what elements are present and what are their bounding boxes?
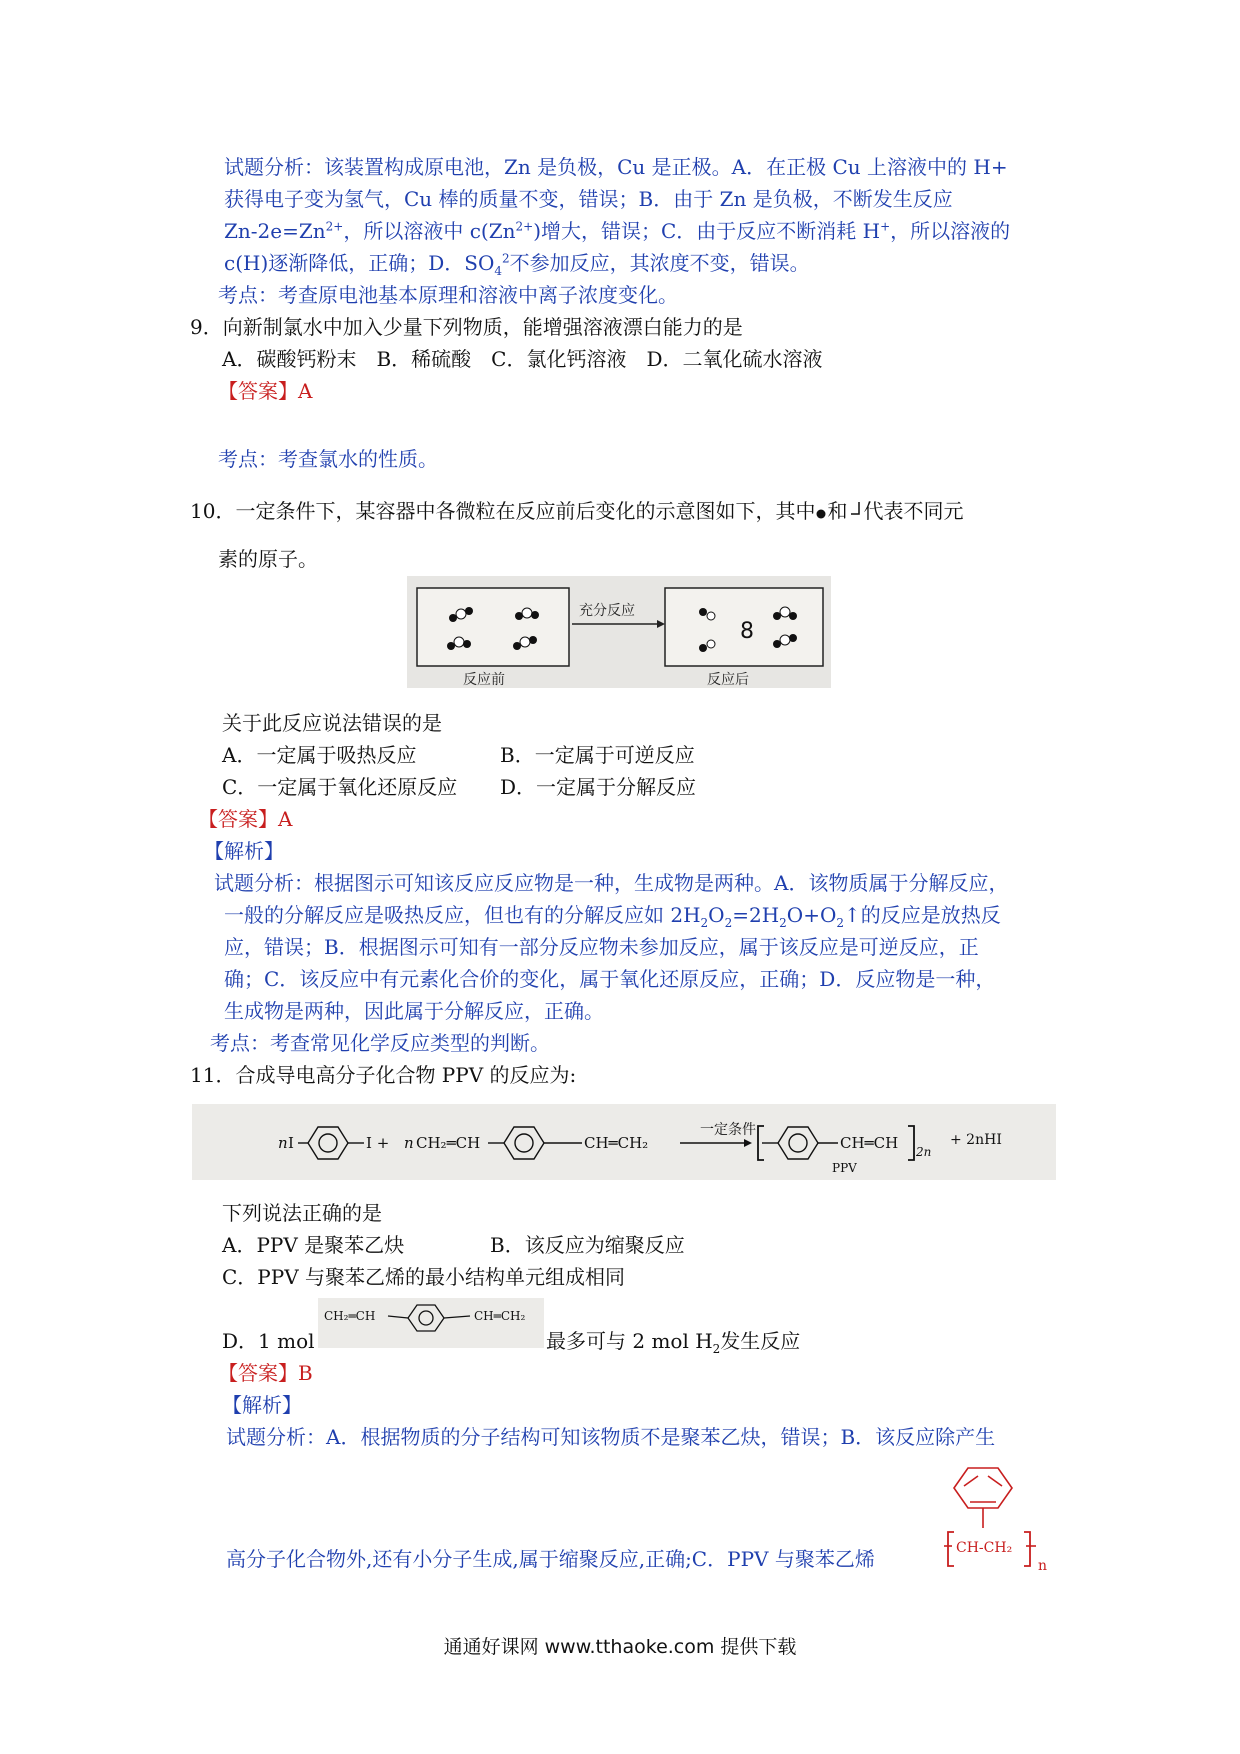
- q10-analysis-line5: 生成物是两种，因此属于分解反应，正确。: [224, 999, 604, 1023]
- eq-iodine-left: I: [288, 1134, 294, 1152]
- eq-vinyl-left: CH₂═CH: [416, 1134, 481, 1152]
- eq-product-unit: CH═CH: [840, 1134, 899, 1152]
- q11-option-d-prefix: D．1 mol: [222, 1329, 315, 1353]
- q10-option-b: B．一定属于可逆反应: [500, 743, 695, 767]
- q11-analysis-line1: 试题分析：A．根据物质的分子结构可知该物质不是聚苯乙炔，错误；B．该反应除产生: [226, 1425, 996, 1449]
- q10-analysis-line3: 应，错误；B．根据图示可知有一部分反应物未参加反应，属于该反应是可逆反应，正: [224, 935, 979, 959]
- eq-subscript-2n: 2n: [916, 1145, 932, 1159]
- reaction-diagram: [407, 576, 831, 688]
- q10-stem-line1: 10．一定条件下，某容器中各微粒在反应前后变化的示意图如下，其中 和 代表不同元: [190, 496, 963, 528]
- structure-left-group: CH₂═CH: [324, 1309, 376, 1323]
- q10-question: 关于此反应说法错误的是: [222, 711, 442, 735]
- q10-analysis-line2: 一般的分解反应是吸热反应，但也有的分解反应如 $2H_2O_2=2H_2O+O_2↑$的反应是放热反: [224, 903, 1001, 930]
- q10-analysis-line1: 试题分析：根据图示可知该反应反应物是一种，生成物是两种。A．该物质属于分解反应，: [214, 871, 1009, 895]
- q8-analysis-line3: $Zn-2e=Zn^{2+}$，所以溶液中 $c(Zn^{2+})$增大，错误；C．由于反应不断消耗 H+，所以溶液的: [224, 219, 1011, 243]
- q11-jiexi: 【解析】: [222, 1393, 302, 1417]
- q11-analysis-line2: 高分子化合物外,还有小分子生成,属于缩聚反应,正确;C．PPV 与聚苯乙烯: [226, 1547, 875, 1571]
- after-label: 反应后: [707, 672, 749, 688]
- right-bracket-icon: [1024, 1532, 1030, 1566]
- arrow-label: 充分反应: [579, 603, 635, 619]
- before-label: 反应前: [463, 672, 505, 688]
- two-atom-molecule: 8: [740, 619, 754, 644]
- polystyrene-subscript-n: n: [1038, 1558, 1048, 1574]
- q8-analysis-line2: 获得电子变为氢气，Cu 棒的质量不变，错误；B．由于 Zn 是负极，不断发生反应: [224, 187, 953, 211]
- q11-option-b: B．该反应为缩聚反应: [490, 1233, 685, 1257]
- q10-jiexi: 【解析】: [204, 839, 284, 863]
- q11-stem: 11．合成导电高分子化合物 PPV 的反应为:: [190, 1063, 577, 1087]
- polystyrene-unit: CH-CH₂: [956, 1540, 1013, 1556]
- filled-atom-icon: [815, 498, 827, 528]
- eq-condition: 一定条件: [700, 1122, 756, 1138]
- page-footer: 通通好课网 www.tthaoke.com 提供下载: [443, 1636, 797, 1658]
- eq-vinyl-right: CH═CH₂: [584, 1134, 649, 1152]
- q11-answer: 【答案】B: [218, 1361, 313, 1385]
- q10-answer: 【答案】A: [198, 807, 293, 831]
- q8-analysis-line1: 试题分析：该装置构成原电池，Zn 是负极，Cu 是正极。A．在正极 Cu 上溶液中的 H+: [224, 155, 1008, 179]
- q11-question: 下列说法正确的是: [222, 1201, 382, 1225]
- eq-hi: + 2nHI: [950, 1132, 1002, 1148]
- q9-options: A．碳酸钙粉末 B．稀硫酸 C．氯化钙溶液 D．二氧化硫水溶液: [222, 347, 823, 371]
- q10-option-a: A．一定属于吸热反应: [222, 743, 417, 767]
- q8-analysis-line4: c(H)逐渐降低，正确；D．$SO_4^2$不参加反应，其浓度不变，错误。: [224, 251, 810, 278]
- polystyrene-structure: [944, 1466, 1054, 1584]
- eq-iodine-right: I +: [366, 1134, 390, 1152]
- left-bracket-icon: [948, 1532, 954, 1566]
- q11-option-c: C．PPV 与聚苯乙烯的最小结构单元组成相同: [222, 1265, 626, 1289]
- q9-point: 考点：考查氯水的性质。: [218, 447, 438, 471]
- q9-stem: 9．向新制氯水中加入少量下列物质，能增强溶液漂白能力的是: [190, 315, 743, 339]
- benzene-ring-icon: [954, 1468, 1012, 1528]
- q11-option-d-suffix: 最多可与 2 mol $H_2$发生反应: [546, 1329, 801, 1356]
- eq-coefficient-n: n: [278, 1134, 288, 1152]
- eq-coefficient-n2: n: [404, 1134, 414, 1152]
- before-box: [417, 588, 569, 666]
- q9-answer: 【答案】A: [218, 379, 313, 403]
- ppv-reaction-equation: [192, 1104, 1056, 1180]
- q10-option-c: C．一定属于氧化还原反应: [222, 775, 458, 799]
- q10-point: 考点：考查常见化学反应类型的判断。: [210, 1031, 550, 1055]
- q10-option-d: D．一定属于分解反应: [500, 775, 697, 799]
- q10-stem-line2: 素的原子。: [218, 547, 318, 571]
- eq-ppv-label: PPV: [832, 1161, 857, 1175]
- structure-right-group: CH═CH₂: [474, 1309, 526, 1323]
- q10-analysis-line4: 确；C．该反应中有元素化合价的变化，属于氧化还原反应，正确；D．反应物是一种，: [224, 967, 996, 991]
- divinylbenzene-structure: [318, 1298, 544, 1348]
- q8-point: 考点：考查原电池基本原理和溶液中离子浓度变化。: [218, 283, 678, 307]
- q11-option-a: A．PPV 是聚苯乙炔: [222, 1233, 405, 1257]
- hollow-atom-icon: [847, 498, 863, 528]
